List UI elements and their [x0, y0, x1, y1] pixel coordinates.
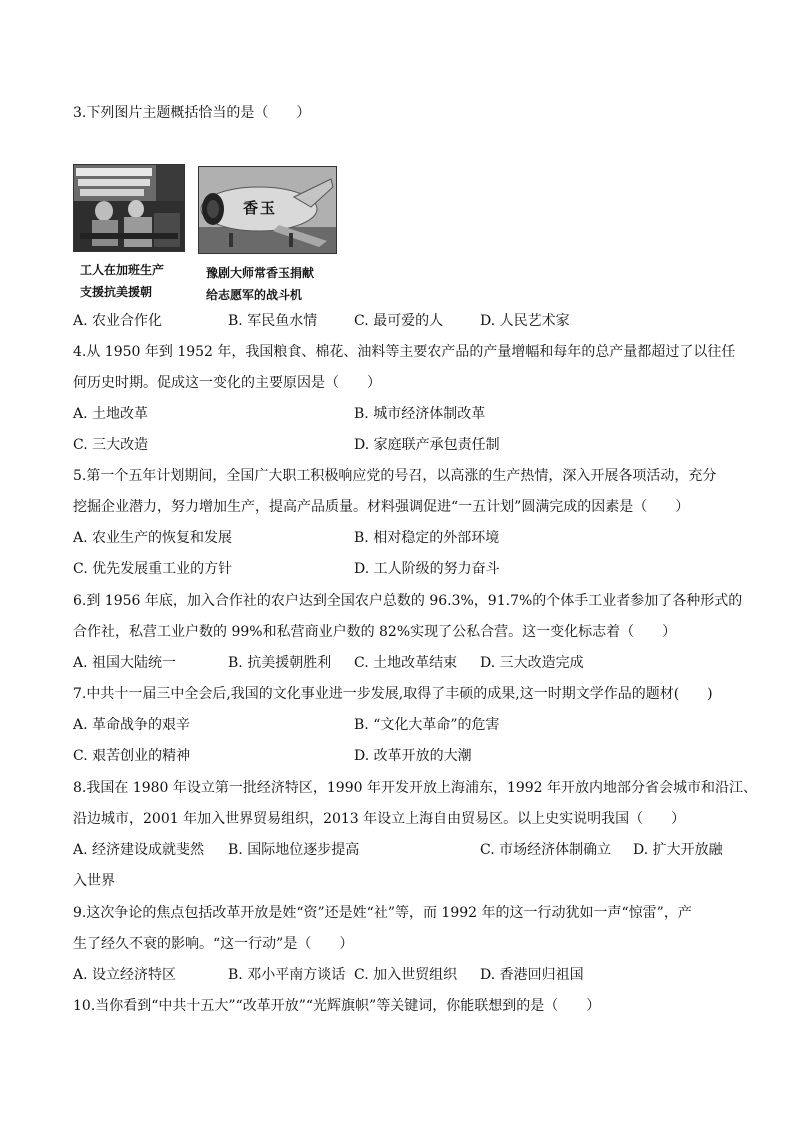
workers-photo — [73, 164, 185, 252]
q4-stem-line-2: 何历史时期。促成这一变化的主要原因是（ ） — [73, 375, 381, 391]
q9-option-a[interactable]: A. 设立经济特区 — [73, 967, 177, 983]
q8-option-d[interactable]: D. 扩大开放融 — [633, 842, 723, 858]
fighter-plane-caption-2: 给志愿军的战斗机 — [206, 288, 303, 302]
q3-option-d[interactable]: D. 人民艺术家 — [480, 313, 570, 329]
fighter-plane-photo — [198, 166, 337, 254]
q6-stem-line-1: 6.到 1956 年底，加入合作社的农户达到全国农户总数的 96.3%，91.7%的个体手工业者参加了各种形式的 — [73, 593, 743, 609]
q6-option-a[interactable]: A. 祖国大陆统一 — [73, 655, 177, 671]
q4-option-d[interactable]: D. 家庭联产承包责任制 — [354, 437, 500, 453]
q8-option-c[interactable]: C. 市场经济体制确立 — [480, 842, 612, 858]
q4-option-a[interactable]: A. 土地改革 — [73, 406, 149, 422]
q7-option-b[interactable]: B. “文化大革命”的危害 — [354, 717, 500, 733]
q6-stem-line-2: 合作社，私营工业户数的 99%和私营商业户数的 82%实现了公私合营。这一变化标志着（ ） — [73, 624, 677, 640]
q8-stem-line-1: 8.我国在 1980 年设立第一批经济特区，1990 年开发开放上海浦东，1992 年开放内地部分省会城市和沿江、 — [73, 780, 758, 796]
q6-option-c[interactable]: C. 土地改革结束 — [354, 655, 458, 671]
q7-option-c[interactable]: C. 艰苦创业的精神 — [73, 748, 191, 764]
q5-option-d[interactable]: D. 工人阶级的努力奋斗 — [354, 561, 500, 577]
q8-option-a[interactable]: A. 经济建设成就斐然 — [73, 842, 205, 858]
q5-option-b[interactable]: B. 相对稳定的外部环境 — [354, 530, 500, 546]
q9-stem-line-1: 9.这次争论的焦点包括改革开放是姓“资”还是姓“社”等，而 1992 年的这一行动犹如一声“惊雷”，产 — [73, 905, 692, 921]
workers-photo-image — [74, 165, 184, 251]
q5-option-c[interactable]: C. 优先发展重工业的方针 — [73, 561, 233, 577]
q7-option-a[interactable]: A. 革命战争的艰辛 — [73, 717, 191, 733]
q8-stem-line-2: 沿边城市，2001 年加入世界贸易组织，2013 年设立上海自由贸易区。以上史实说明我国（ ） — [73, 811, 686, 827]
q9-option-d[interactable]: D. 香港回归祖国 — [480, 967, 584, 983]
q3-option-a[interactable]: A. 农业合作化 — [73, 313, 163, 329]
q3-option-c[interactable]: C. 最可爱的人 — [354, 313, 444, 329]
q7-option-d[interactable]: D. 改革开放的大潮 — [354, 748, 472, 764]
q3-stem: 3.下列图片主题概括恰当的是（ ） — [73, 105, 311, 121]
workers-photo-caption-1: 工人在加班生产 — [80, 263, 165, 277]
q4-option-c[interactable]: C. 三大改造 — [73, 437, 149, 453]
q4-stem-line-1: 4.从 1950 年到 1952 年，我国粮食、棉花、油料等主要农产品的产量增幅和每年的总产量都超过了以往任 — [73, 344, 736, 360]
q8-option-d-wrap: 入世界 — [73, 873, 115, 889]
fighter-plane-text: 香玉 — [243, 199, 278, 217]
q6-option-d[interactable]: D. 三大改造完成 — [480, 655, 584, 671]
q3-option-b[interactable]: B. 军民鱼水情 — [228, 313, 318, 329]
q9-option-b[interactable]: B. 邓小平南方谈话 — [228, 967, 346, 983]
q8-option-b[interactable]: B. 国际地位逐步提高 — [228, 842, 360, 858]
q5-stem-line-1: 5.第一个五年计划期间，全国广大职工积极响应党的号召，以高涨的生产热情，深入开展各项活动，充分 — [73, 468, 717, 484]
workers-photo-caption-2: 支援抗美援朝 — [80, 285, 153, 299]
q4-option-b[interactable]: B. 城市经济体制改革 — [354, 406, 486, 422]
q7-stem: 7.中共十一届三中全会后,我国的文化事业进一步发展,取得了丰硕的成果,这一时期文学作品的题材( ) — [73, 686, 713, 702]
q5-stem-line-2: 挖掘企业潜力，努力增加生产，提高产品质量。材料强调促进“一五计划”圆满完成的因素是（ ） — [73, 499, 690, 515]
q9-option-c[interactable]: C. 加入世贸组织 — [354, 967, 458, 983]
q6-option-b[interactable]: B. 抗美援朝胜利 — [228, 655, 332, 671]
q5-option-a[interactable]: A. 农业生产的恢复和发展 — [73, 530, 233, 546]
fighter-plane-caption-1: 豫剧大师常香玉捐献 — [206, 266, 315, 280]
q10-stem: 10.当你看到“中共十五大”“改革开放”“光辉旗帜”等关键词，你能联想到的是（ ） — [73, 998, 601, 1014]
q9-stem-line-2: 生了经久不衰的影响。“这一行动”是（ ） — [73, 936, 354, 952]
